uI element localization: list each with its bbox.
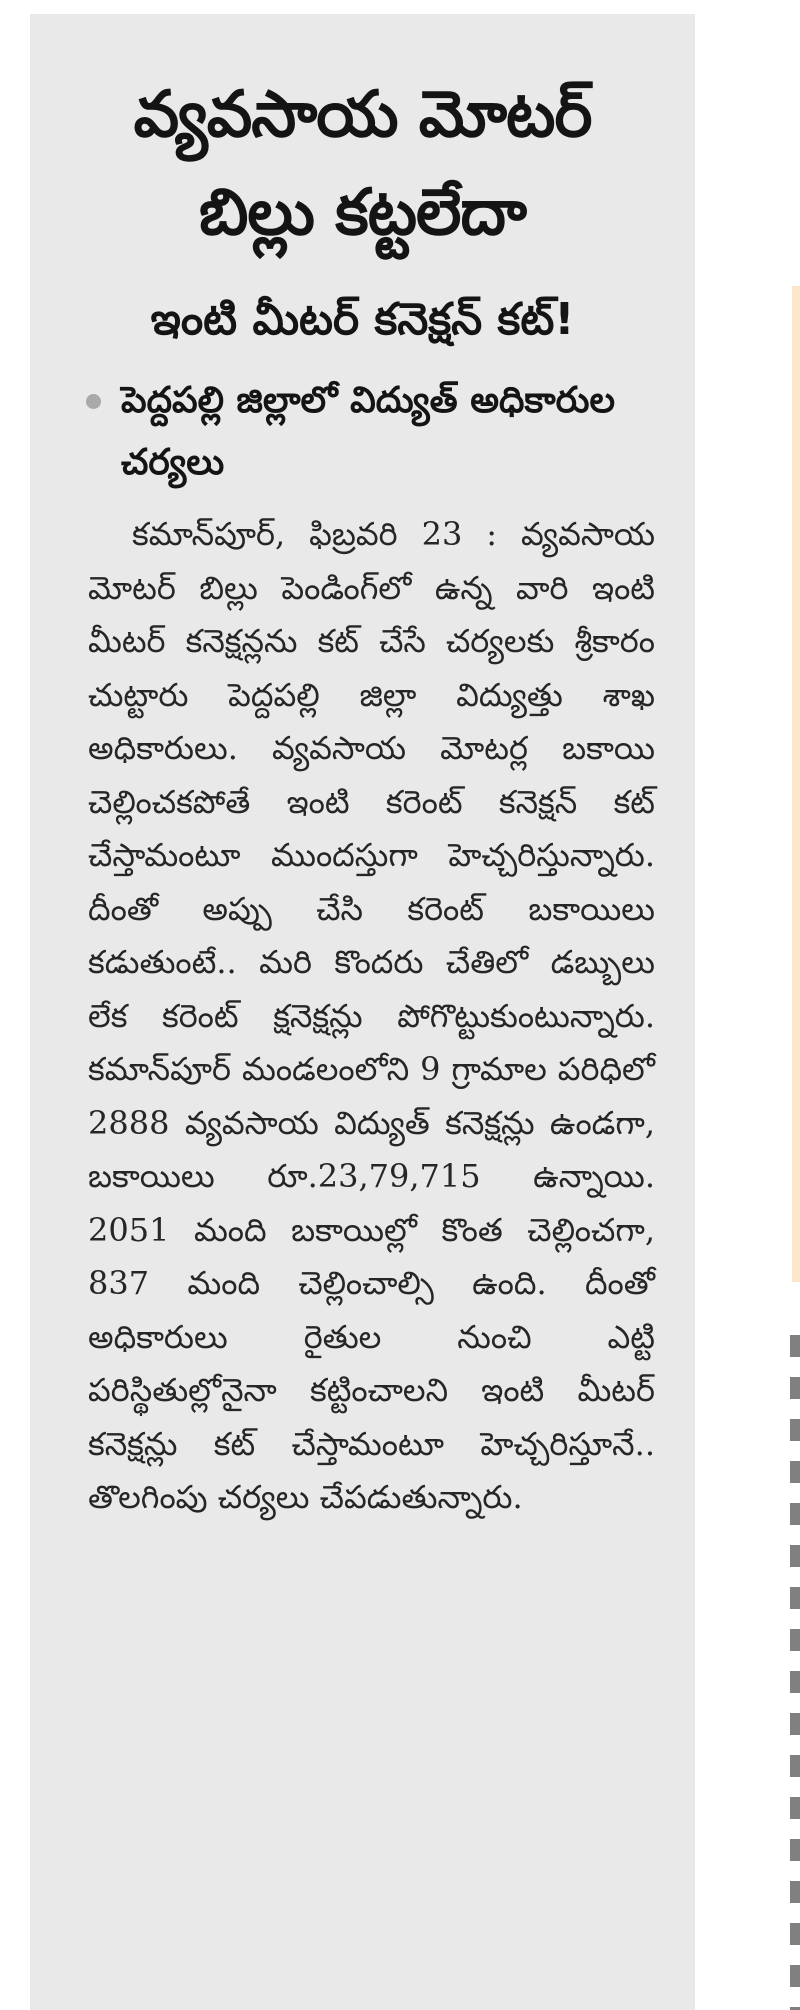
adjacent-text-column-edge <box>790 1335 800 2010</box>
news-clipping <box>30 14 695 2010</box>
headline-line-1: వ్యవసాయ మోటర్ <box>133 78 592 152</box>
article-body <box>30 508 695 1525</box>
bullet-text: పెద్దపల్లి జిల్లాలో విద్యుత్ అధికారుల చర్యలు <box>121 380 615 483</box>
headline-line-2: బిల్లు కట్టలేదా <box>199 176 526 250</box>
subheadline: ఇంటి మీటర్ కనెక్షన్ కట్! <box>150 294 575 345</box>
article-body-text: కమాన్‌పూర్, ఫిబ్రవరి 23 : వ్యవసాయ మోటర్ బిల్లు పెండింగ్‌లో ఉన్న వారి ఇంటి మీటర్ కనెక్షన్లను కట్ చేసే చర్యలకు శ్రీకారం చుట్టారు పెద్దపల్లి జిల్లా విద్యుత్తు శాఖ అధికారులు. వ్యవసాయ మోటర్ల బకాయి చెల్లించకపోతే ఇంటి కరెంట్ కనెక్షన్ కట్ చేస్తామంటూ ముందస్తుగా హెచ్చరిస్తున్నారు. దీంతో అప్పు చేసి కరెంట్ బకాయిలు కడుతుంటే.. మరి కొందరు చేతిలో డబ్బులు లేక కరెంట్ క్షనెక్షన్లు పోగొట్టుకుంటున్నారు. కమాన్‌పూర్ మండలంలోని 9 గ్రామాల పరిధిలో 2888 వ్యవసాయ విద్యుత్ కనెక్షన్లు ఉండగా, బకాయిలు రూ.23,79,715 ఉన్నాయి. 2051 మంది బకాయిల్లో కొంత చెల్లించగా, 837 మంది చెల్లించాల్సి ఉంది. దీంతో అధికారులు రైతుల నుంచి ఎట్టి పరిస్థితుల్లోనైనా కట్టించాలని ఇంటి మీటర్ కనెక్షన్లు కట్ చేస్తామంటూ హెచ్చరిస్తూనే.. తొలగింపు చర్యలు చేపడుతున్నారు. <box>88 515 655 1516</box>
headline <box>30 66 695 262</box>
bullet-point <box>86 370 646 494</box>
bullet-dot-icon <box>86 394 101 409</box>
adjacent-column-edge <box>792 286 800 1282</box>
